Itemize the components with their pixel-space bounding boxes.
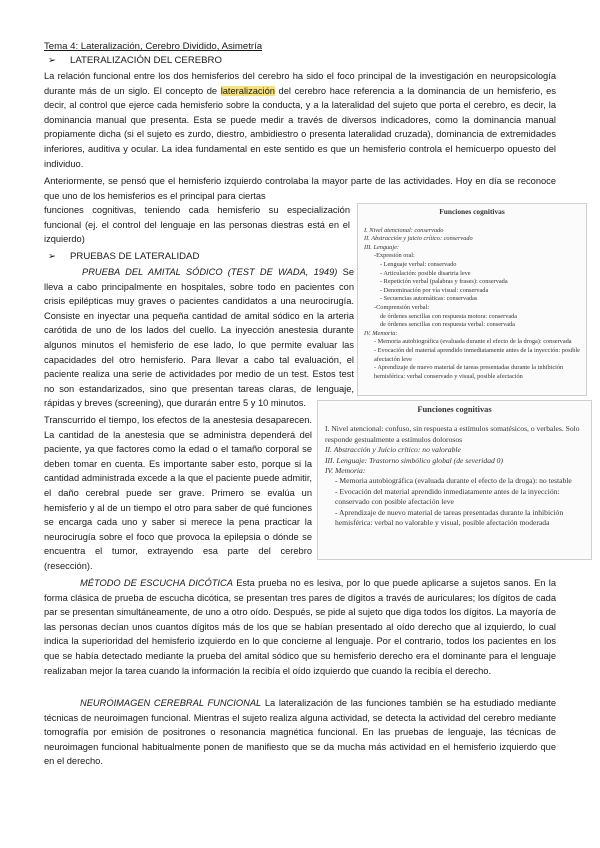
arrow-bullet-icon: ➢ bbox=[48, 251, 57, 262]
paragraph-hemispheres: Anteriormente, se pensó que el hemisferio izquierdo controlaba la mayor parte de las actividades. Hoy en día se reconoce que uno de los hemisferios es el principal para ciertas bbox=[44, 176, 556, 201]
paragraph-dichotic bbox=[44, 576, 556, 678]
figure-line: I. Nivel atencional: conservado bbox=[364, 226, 444, 234]
figure-line: de órdenes sencillas con respuesta verbal: conservada bbox=[380, 321, 515, 329]
figure-line: - Aprendizaje de nuevo material de tareas presentadas durante la inhibición hemisférica: verbal conservado y visual, posible afectación bbox=[374, 364, 564, 380]
figure-line: - Memoria autobiográfica (evaluada durante el efecto de la droga): conservada bbox=[374, 338, 572, 346]
paragraph-wada bbox=[44, 265, 354, 411]
highlighted-term: lateralización bbox=[220, 85, 275, 96]
arrow-bullet-icon: ➢ bbox=[48, 55, 57, 66]
text-run: Se lleva a cabo principalmente en hospitales, sobre todo en pacientes con crisis epilépticas muy graves o pacientes candidatos a una neurocirugía. Consiste en inyectar una pequeña cantidad de amital sódico en la arteria carótida de uno de los lados del cuello. La inyección anestesia durante algunos minutos el hemisferio de ese lado, lo que permite evaluar las capacidades del otro hemisferio. Para llevar a cabo tal evaluación, el paciente realiza una serie de actividades por medio de un test. Estos test no son estandarizados, sino que presentan tareas claras, de lenguaje, rápidas y breves (screening), que durarán entre 5 y 10 minutos. bbox=[44, 267, 354, 409]
neuroimaging-title: NEUROIMAGEN CEREBRAL FUNCIONAL bbox=[80, 698, 262, 708]
paragraph-wada-cont: Transcurrido el tiempo, los efectos de la anestesia desaparecen. La cantidad de la anestesia que se administra dependerá del paciente, ya que factores como la edad o el tamaño corporal se deben tomar en cuenta. Es importante saber esto, porque si la cantidad administrada excede a la que el paciente puede admitir, el daño cerebral puede ser grave. Primero se evalúa un hemisferio y al de un tiempo el otro para saber de qué funciones se encarga cada uno y saber si merece la pena practicar la neurocirugía sobre el foco que provoca la epilepsia o dónde se encuentra el tumor, extrayendo esa parte del cerebro (resección). bbox=[44, 415, 312, 571]
figure-line: IV. Memoria: bbox=[364, 329, 398, 337]
section-heading-text: LATERALIZACIÓN DEL CEREBRO bbox=[70, 55, 222, 66]
figure-line: II. Abstracción y Juicio crítico: no valorable bbox=[325, 445, 461, 455]
figure-line: III. Lenguaje: bbox=[364, 243, 399, 251]
section-heading-text: PRUEBAS DE LATERALIDAD bbox=[70, 251, 200, 262]
paragraph-lateralization bbox=[44, 69, 556, 171]
figure-title: Funciones cognitivas bbox=[439, 207, 505, 216]
section-heading-lateralization bbox=[48, 55, 222, 66]
paragraph-neuroimaging bbox=[44, 696, 556, 769]
text-run: Esta prueba no es lesiva, por lo que puede aplicarse a sujetos sanos. En la forma clásica de prueba de escucha dicótica, se presentan tres pares de dígitos a través de auriculares; los dígitos de cada par se presentan simultáneamente, de uno a otro oído. Después, se pide al sujeto que diga todos los dígitos. La mayoría de las personas decían unos cuantos dígitos más de los que se habían presentado al oído derecho que al izquierdo, lo cual indica la superioridad del hemisferio izquierdo en lo que concierne al lenguaje. Por el contrario, todos los pacientes en los que se había detectado mediante la prueba del amital sódico que su hemisferio derecho era el dominante para el lenguaje realizaban mejor la tarea cuando la información la recibía el oído izquierdo que cuando la recibía el derecho. bbox=[44, 578, 556, 676]
figure-line: I. Nivel atencional: confuso, sin respuesta a estímulos somatésicos, o verbales. Solo responde gestualmente a estímulos dolorosos bbox=[325, 424, 580, 444]
figure-line: - Evocación del material aprendido inmediatamente antes de la inyección: conservado con posible afectación leve bbox=[335, 486, 560, 507]
text-run: La lateralización de las funciones también se ha estudiado mediante técnicas de neuroimagen funcional. Mientras el sujeto realiza alguna actividad, se detecta la actividad del cerebro mediante tomografía por emisión de positrones o resonancia magnética funcional. En las pruebas de lenguaje, las técnicas de neuroimagen funcional habitualmente ponen de manifiesto que se da mucha más actividad en el hemisferio izquierdo que en el derecho. bbox=[44, 698, 556, 767]
section-heading-tests bbox=[48, 251, 199, 262]
figure-title: Funciones cognitivas bbox=[417, 405, 492, 414]
figure-line: -Expresión oral: bbox=[374, 252, 415, 260]
figure-line: de órdenes sencillas con respuesta motora: conservada bbox=[380, 312, 518, 320]
figure-cognitive-functions-preserved bbox=[357, 203, 587, 396]
figure-line: III. Lenguaje: Trastorno simbólico global (de severidad 0) bbox=[325, 455, 504, 465]
figure-line: - Secuencias automáticas: conservadas bbox=[380, 295, 478, 303]
figure-line: IV. Memoria: bbox=[325, 466, 366, 476]
wada-test-title: PRUEBA DEL AMITAL SÓDICO (TEST DE WADA, 1949) bbox=[82, 267, 338, 277]
text-run: del cerebro hace referencia a la dominancia de un hemisferio, es decir, al control que ejerce cada hemisferio sobre la conducta, y a la lateralidad del sujeto que porta el cerebro, es decir, la dominancia manual que presenta. Esta se puede medir a través de diversos indicadores, como la dominancia manual propiamente dicha (si el sujeto es zurdo, diestro, ambidiestro o presenta lateralidad cruzada), dominancia de extremidades inferiores, auditiva y ocular. La idea fundamental en este sentido es que un hemisferio controla el hemicuerpo opuesto del individuo. bbox=[44, 85, 556, 169]
dichotic-test-title: MÉTODO DE ESCUCHA DICÓTICA bbox=[80, 578, 233, 588]
figure-line: - Denominación por vía visual: conservada bbox=[380, 286, 489, 294]
text-run: La relación funcional entre los dos hemisferios del cerebro ha sido el foco principal de la investigación en neuropsicología durante más de un siglo. El concepto de bbox=[44, 71, 556, 96]
figure-line: - Articulación: posible disartria leve bbox=[380, 269, 471, 277]
paragraph-hemispheres-cont: funciones cognitivas, teniendo cada hemisferio su especialización funcional (ej. el control del lenguaje en las personas diestras está en el izquierdo) bbox=[44, 205, 350, 245]
figure-line: II. Abstracción y juicio crítico: conservado bbox=[364, 235, 473, 243]
figure-line: - Lenguaje verbal: conservado bbox=[380, 260, 457, 268]
figure-line: - Evocación del material aprendido inmediatamente antes de la inyección: posible afectación leve bbox=[374, 346, 580, 363]
figure-line: - Repetición verbal (palabras y frases): conservada bbox=[380, 278, 508, 286]
page-title: Tema 4: Lateralización, Cerebro Dividido, Asimetría bbox=[44, 41, 263, 52]
figure-line: - Memoria autobiográfica (evaluada durante el efecto de la droga): no testable bbox=[335, 476, 572, 486]
figure-cognitive-functions-affected bbox=[317, 400, 592, 560]
figure-line: -Comprensión verbal: bbox=[374, 303, 430, 311]
figure-line: - Aprendizaje de nuevo material de tareas presentadas durante la inhibición hemisférica: verbal no valorable y visual, posible afectación moderada bbox=[335, 507, 564, 528]
